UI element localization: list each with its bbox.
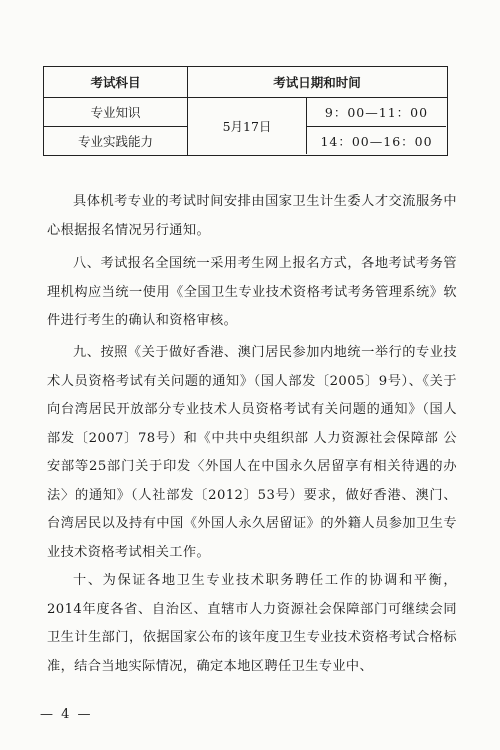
table-cell-subject-1: 专业知识 [90,105,141,120]
exam-schedule-table [43,66,448,156]
table-cell-subject-2: 专业实践能力 [77,133,153,149]
page-number: — 4 — [40,707,93,722]
paragraph-machine-exam-schedule: 具体机考专业的考试时间安排由国家卫生计生委人才交流服务中心根据报名情况另行通知。 [47,194,457,238]
paragraph-eight-registration: 八、考试报名全国统一采用考生网上报名方式，各地考试考务管理机构应当统一使用《全国卫生专业技术资格考试考务管理系统》软件进行考生的确认和资格审核。 [47,256,457,328]
paragraph-ten-appointment: 十、为保证各地卫生专业技术职务聘任工作的协调和平衡，2014年度各省、自治区、直辖市人力资源社会保障部门可继续会同卫生计生部门，依据国家公布的该年度卫生专业技术资格考试合格标准，结合当地实际情况，确定本地区聘任卫生专业中、 [47,573,457,674]
table-cell-date: 5月17日 [222,119,272,134]
table-cell-time-1: 9：00—11：00 [324,105,429,120]
table-header-subject: 考试科目 [90,75,141,90]
table-cell-time-2: 14：00—16：00 [320,133,433,149]
paragraph-nine-hk-macau-taiwan: 九、按照《关于做好香港、澳门居民参加内地统一举行的专业技术人员资格考试有关问题的通知》（国人部发〔2005〕9号）、《关于向台湾居民开放部分专业技术人员资格考试有关问题的通知》（国人部发〔2007〕78号）和《中共中央组织部 人力资源社会保障部 公安部等25部门关于印发〈外国人在中国永久居留享有相关待遇的办法〉的通知》（人社部发〔2012〕53号）要求，做好香港、澳门、台湾居民以及持有中国《外国人永久居留证》的外籍人员参加卫生专业技术资格考试相关工作。 [47,345,457,560]
table-header-datetime: 考试日期和时间 [273,75,361,90]
